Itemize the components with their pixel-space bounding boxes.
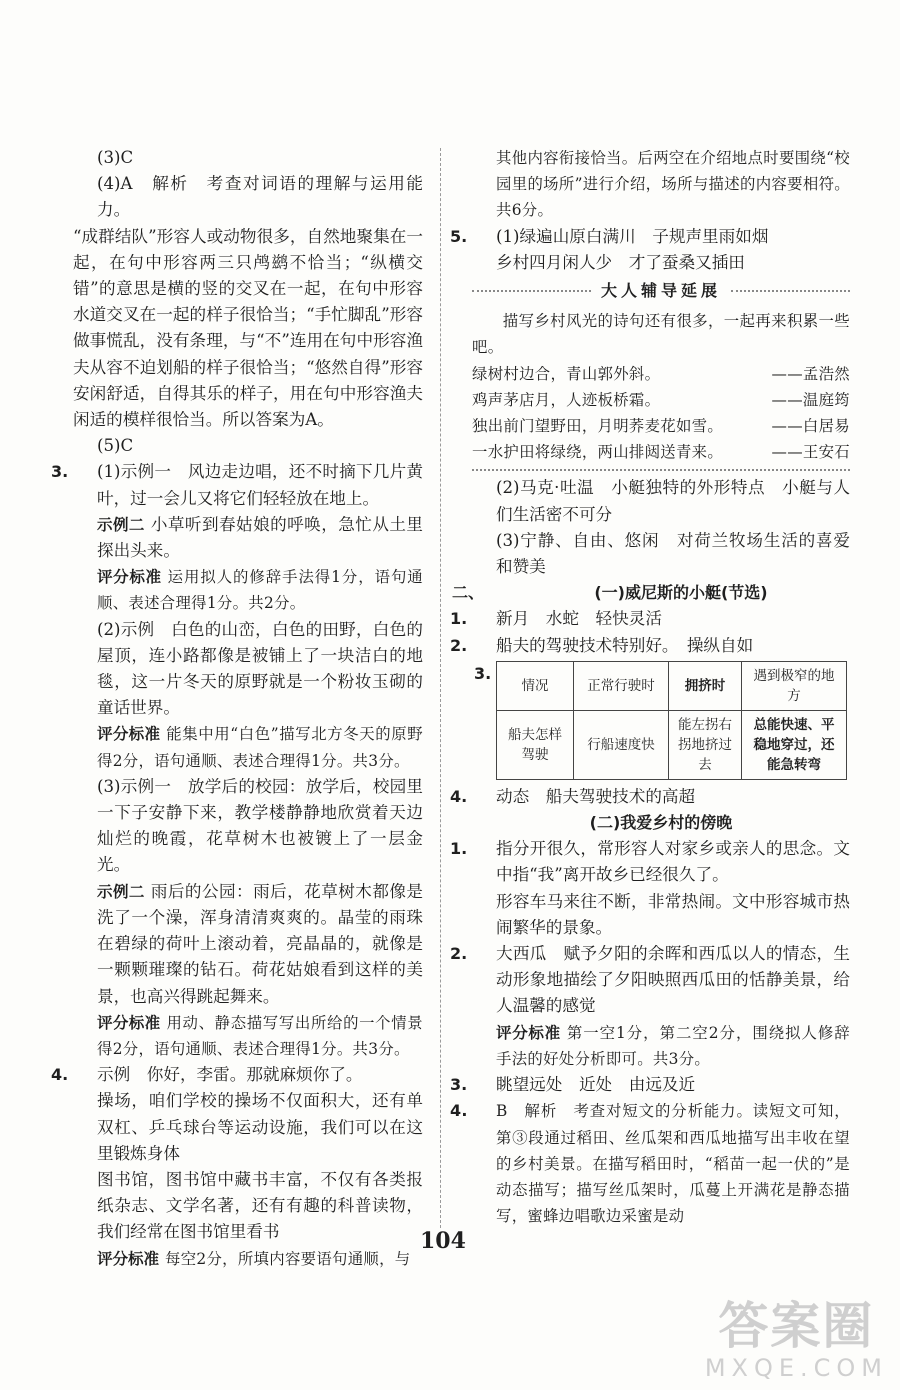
banner-end-line bbox=[472, 469, 850, 471]
answer-5-3: (3)宁静、自由、悠闲 对荷兰牧场生活的喜爱和赞美 bbox=[496, 530, 850, 577]
driving-table bbox=[496, 661, 847, 780]
scoring-standard: 评分标准 能集中用“白色”描写北方冬天的原野得2分，语句通顺、表述合理得1分。共3分。 bbox=[97, 725, 423, 770]
question-3-part2: (2)示例 白色的山峦，白色的田野，白色的屋顶，连小路都像是被铺上了一块洁白的地毯，这一片冬天的原野就是一个粉妆玉砌的童话世界。 bbox=[97, 619, 423, 718]
section-three-q1: 1. 指分开很久，常形容人对家乡或亲人的思念。文中指“我”离开故乡已经很久了。 bbox=[450, 839, 850, 885]
poem-line: 一水护田将绿绕，两山排闼送青来。 ——王安石 bbox=[472, 443, 850, 462]
answer-playground: 操场，咱们学校的操场不仅面积大，还有单双杠、乒乓球台等运动设施，我们可以在这里锻炼身体 bbox=[97, 1091, 423, 1163]
page-number: 104 bbox=[420, 1228, 466, 1254]
section-three-q2: 2. 大西瓜 赋予夕阳的余晖和西瓜以人的情态，生动形象地描绘了夕阳映照西瓜田的恬静美景，给人温馨的感觉 bbox=[450, 944, 850, 1016]
section-three-q1-b: 形容车马来往不断，非常热闹。文中形容城市热闹繁华的景象。 bbox=[496, 891, 850, 937]
scoring-standard: 评分标准 运用拟人的修辞手法得1分，语句通顺、表述合理得1分。共2分。 bbox=[97, 568, 423, 613]
answer-5-c: (5)C bbox=[97, 436, 134, 456]
table-cell: 行船速度快 bbox=[574, 710, 669, 779]
question-number: 5. bbox=[450, 226, 468, 246]
extension-banner bbox=[472, 278, 850, 304]
table-cell: 能左拐右拐地挤过去 bbox=[669, 710, 742, 779]
section-two-q3: 3. 情况 正常行驶时 拥挤时 遇到极窄的地方 船夫怎样驾驶 行船速度快 能左拐右拐地挤过去 总能快速、平稳地穿过，还能急转弯 bbox=[472, 661, 850, 780]
question-number: 3. bbox=[51, 462, 69, 482]
question-3-part1: 3. (1)示例一 风边走边唱，还不时摘下几片黄叶，过一会儿又将它们轻轻放在地上。 bbox=[73, 459, 423, 511]
continued-scoring: 其他内容衔接恰当。后两空在介绍地点时要围绕“校园里的场所”进行介绍，场所与描述的内容要相符。共6分。 bbox=[496, 149, 850, 220]
section-three-title: (二)我爱乡村的傍晚 bbox=[589, 813, 733, 833]
question-5: 5. (1)绿遍山原白满川 子规声里雨如烟 bbox=[472, 224, 850, 250]
scoring-standard: 评分标准 每空2分，所填内容要语句通顺，与 bbox=[97, 1249, 411, 1268]
section-two-heading: 二、 (一)威尼斯的小艇(节选) bbox=[472, 580, 850, 606]
section-three-q3: 3. 眺望远处 近处 由远及近 bbox=[450, 1075, 696, 1095]
column-divider bbox=[440, 148, 441, 1228]
section-title: (一)威尼斯的小艇(节选) bbox=[594, 583, 768, 603]
table-header: 遇到极窄的地方 bbox=[742, 661, 847, 710]
question-4: 4. 示例 你好，李雷。那就麻烦你了。 bbox=[73, 1062, 423, 1088]
section-three-q4: 4. B 解析 考查对短文的分析能力。读短文可知，第③段通过稻田、丝瓜架和西瓜地描写出丰收在望的乡村美景。在描写稻田时，“稻苗一起一伏的”是动态描写；描写丝瓜架时，瓜蔓上开满花是静态描写，蜜蜂边唱歌边采蜜是动 bbox=[450, 1101, 850, 1226]
answer-4-explanation: “成群结队”形容人或动物很多，自然地聚集在一起，在句中形容两三只鸬鹚不恰当；“纵横交错”的意思是横的竖的交叉在一起，在句中形容水道交叉在一起的样子很恰当；“手忙脚乱”形容做事慌乱，没有条理，与“不”连用在句中形容渔夫从容不迫划船的样子很恰当；“悠然自得”形容安闲舒适，自得其乐的样子，用在句中形容渔夫闲适的模样很恰当。所以答案为A。 bbox=[73, 226, 423, 430]
answer-library: 图书馆，图书馆中藏书丰富，不仅有各类报纸杂志、文学名著，还有有趣的科普读物，我们经常在图书馆里看书 bbox=[97, 1169, 423, 1242]
poem-line: 鸡声茅店月，人迹板桥霜。 ——温庭筠 bbox=[472, 390, 850, 409]
example-two: 示例二 雨后的公园：雨后，花草树木都像是洗了一个澡，浑身清清爽爽的。晶莹的雨珠在碧绿的荷叶上滚动着，亮晶晶的，就像是一颗颗璀璨的钻石。荷花姑娘看到这样的美景，也高兴得跳起舞来。 bbox=[97, 881, 423, 1006]
question-3-part3: (3)示例一 放学后的校园：放学后，校园里一下子安静下来，教学楼静静地欣赏着天边灿烂的晚霞，花草树木也被镀上了一层金光。 bbox=[97, 776, 423, 875]
example-two: 示例二 小草听到春姑娘的呼唤，急忙从土里探出头来。 bbox=[97, 514, 423, 561]
banner-title: 大人辅导延展 bbox=[601, 281, 722, 301]
section-two-q2: 2. 船夫的驾驶技术特别好。 操纵自如 bbox=[450, 635, 754, 655]
right-column bbox=[450, 145, 850, 1229]
poem-line: 绿树村边合，青山郭外斜。 ——孟浩然 bbox=[472, 364, 850, 383]
scoring-standard: 评分标准 用动、静态描写写出所给的一个情景得2分，语句通顺、表述合理得1分。共3分。 bbox=[97, 1013, 423, 1058]
table-header: 拥挤时 bbox=[669, 661, 742, 710]
table-cell: 总能快速、平稳地穿过，还能急转弯 bbox=[742, 710, 847, 779]
table-header: 正常行驶时 bbox=[574, 661, 669, 710]
left-column bbox=[51, 145, 423, 1272]
answer-5-2: (2)马克·吐温 小艇独特的外形特点 小艇与人们生活密不可分 bbox=[496, 478, 850, 524]
banner-intro: 描写乡村风光的诗句还有很多，一起再来积累一些吧。 bbox=[472, 312, 850, 357]
question-number: 4. bbox=[51, 1065, 69, 1085]
section-two-q4: 4. 动态 船夫驾驶技术的高超 bbox=[450, 786, 696, 806]
section-two-q1: 1. 新月 水蛇 轻快灵活 bbox=[450, 609, 662, 629]
watermark: 答案圈 MXQE.COM bbox=[704, 1297, 888, 1382]
answer-3-c: (3)C bbox=[97, 148, 134, 167]
scoring-standard: 评分标准 第一空1分，第二空2分，围绕拟人修辞手法的好处分析即可。共3分。 bbox=[496, 1023, 850, 1068]
poem-line: 独出前门望野田，月明荞麦花如雪。 ——白居易 bbox=[472, 417, 850, 436]
table-header: 情况 bbox=[497, 661, 574, 710]
answer-4-a: (4)A 解析 考查对词语的理解与运用能力。 bbox=[97, 174, 423, 220]
question-5-line2: 乡村四月闲人少 才了蚕桑又插田 bbox=[496, 252, 745, 272]
table-row-head: 船夫怎样驾驶 bbox=[497, 710, 574, 779]
